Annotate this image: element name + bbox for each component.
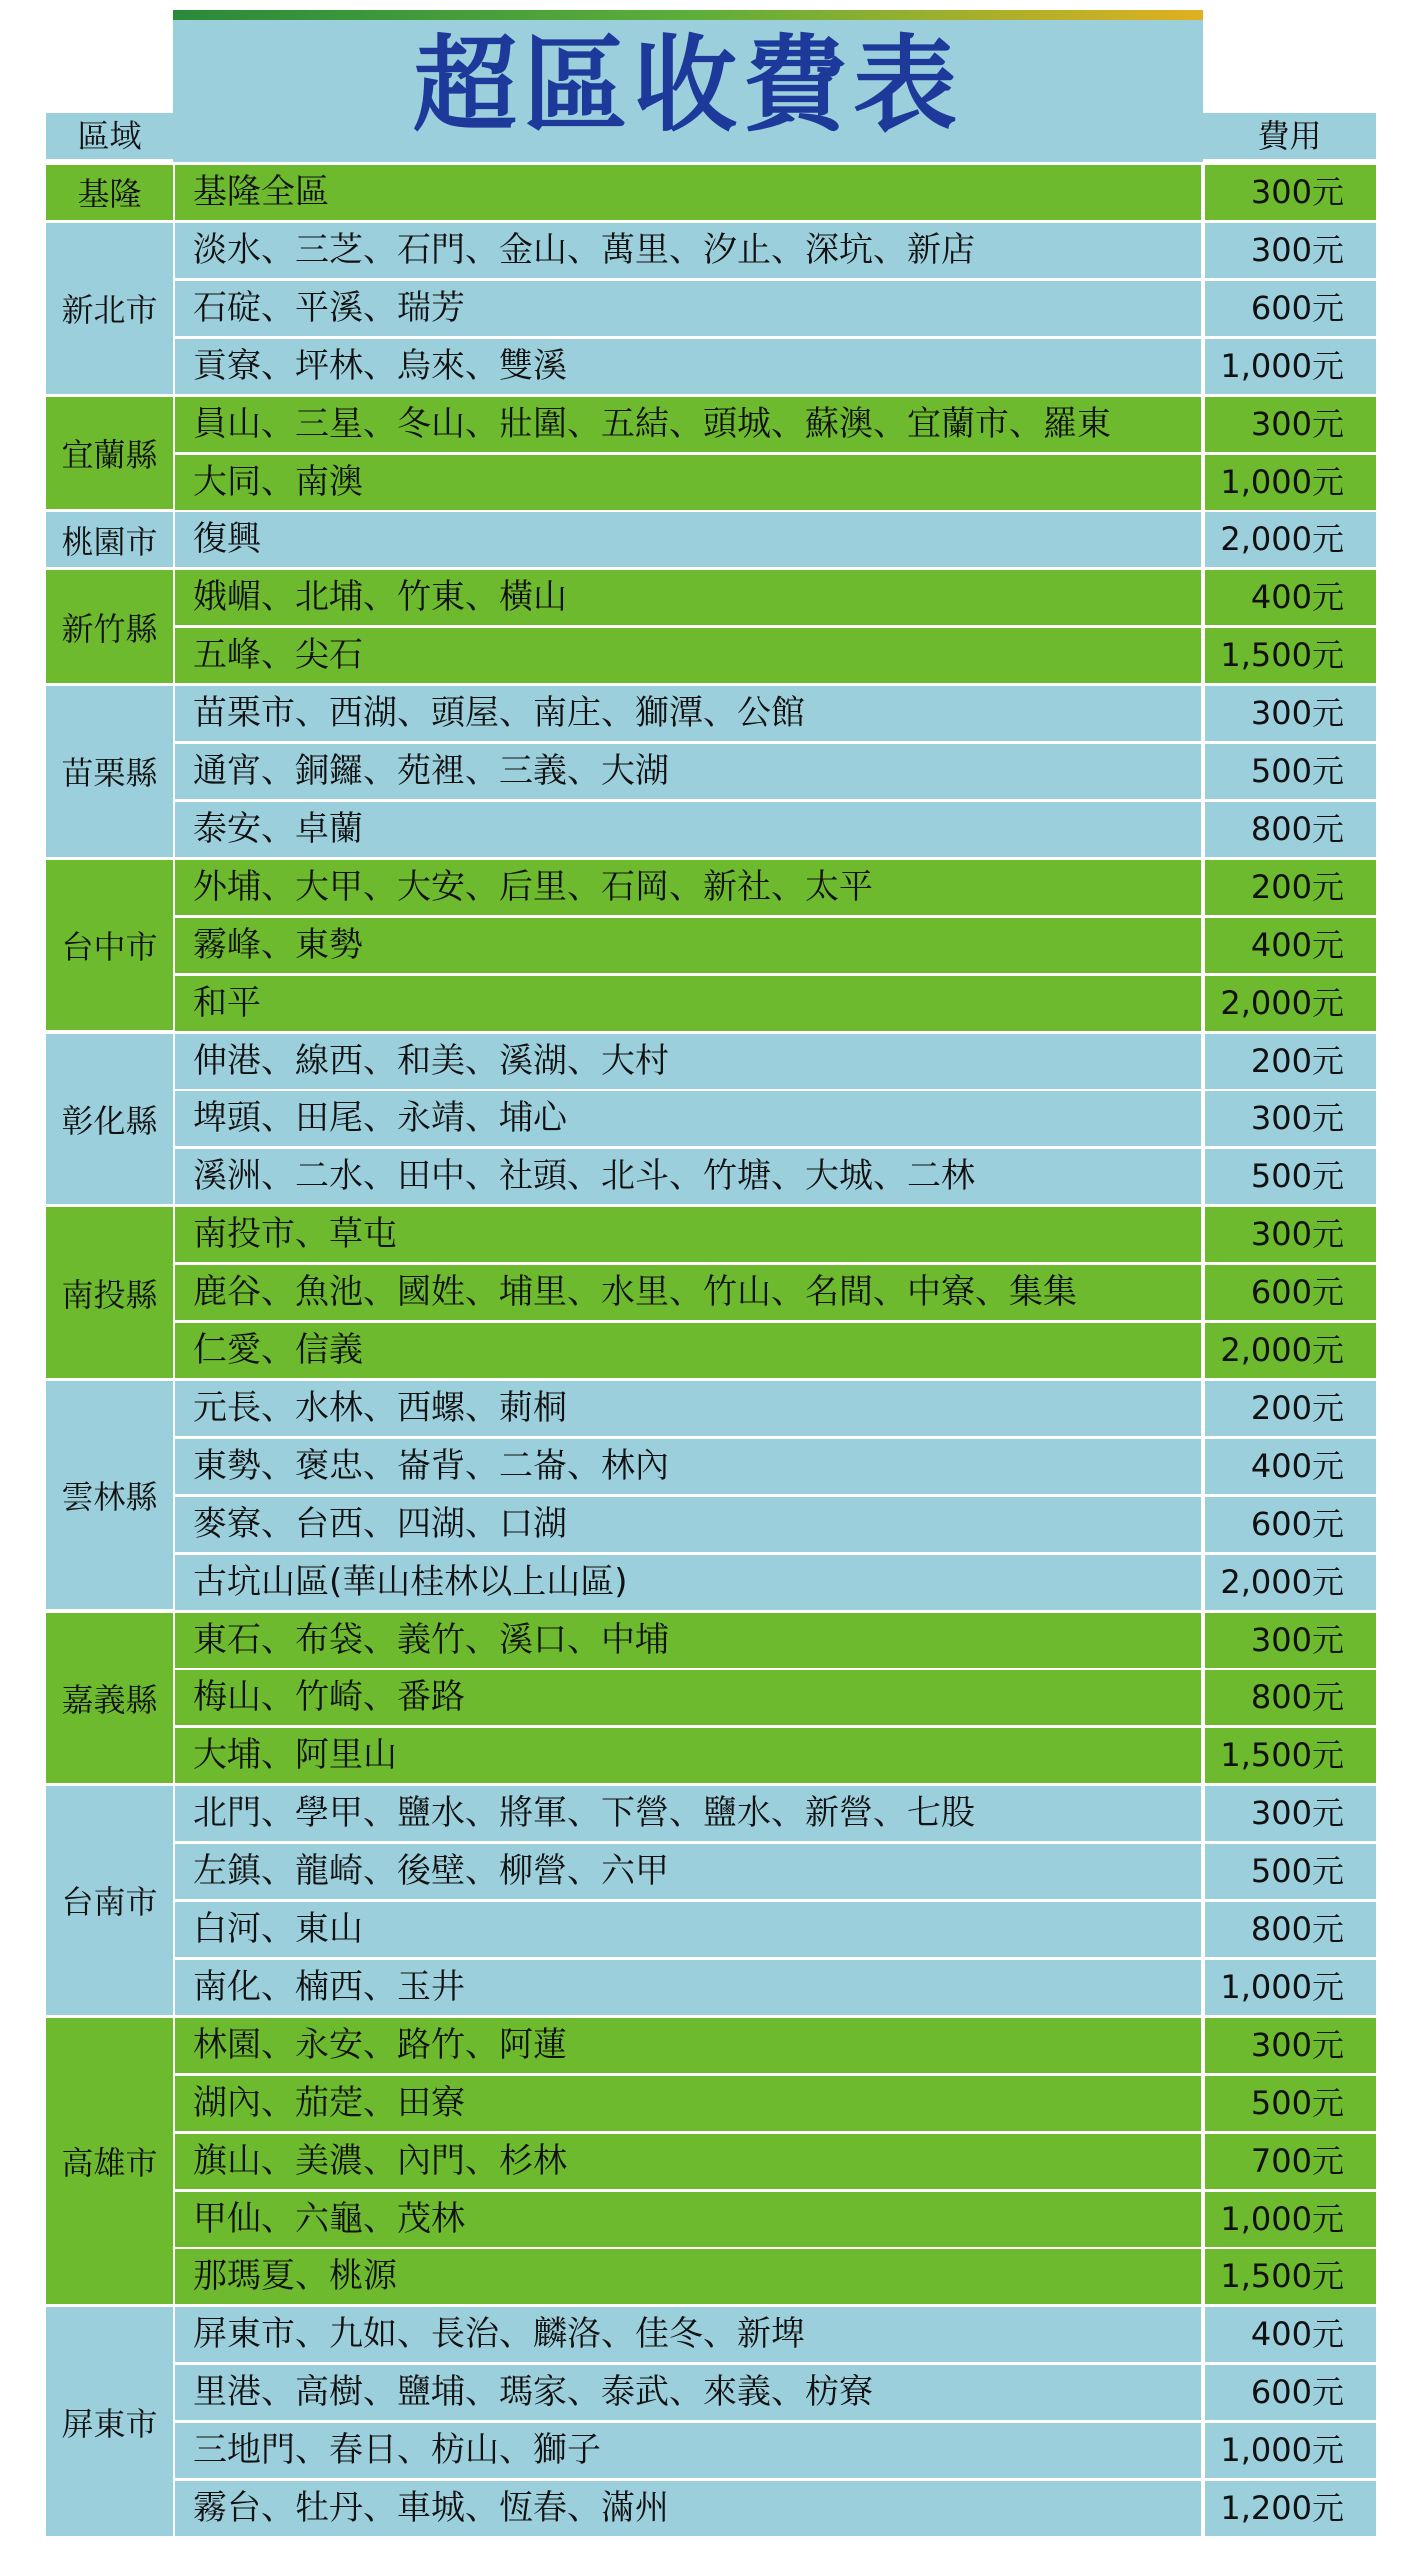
area-cell: 甲仙、六龜、茂林 <box>175 2192 1201 2247</box>
fee-cell: 200元 <box>1205 1034 1376 1089</box>
fee-cell: 700元 <box>1205 2134 1376 2189</box>
area-cell: 麥寮、台西、四湖、口湖 <box>175 1497 1201 1552</box>
fee-cell: 1,000元 <box>1205 2423 1376 2478</box>
table-row <box>0 1034 1423 1092</box>
table-row <box>0 976 1423 1034</box>
fee-cell: 300元 <box>1205 223 1376 278</box>
area-cell: 復興 <box>175 512 1201 567</box>
region-name: 高雄市 <box>46 2018 173 2305</box>
region-name: 雲林縣 <box>46 1381 173 1610</box>
fee-cell: 800元 <box>1205 802 1376 857</box>
table-row <box>0 1265 1423 1323</box>
table-row <box>0 744 1423 802</box>
area-cell: 南化、楠西、玉井 <box>175 1960 1201 2015</box>
area-cell: 貢寮、坪林、烏來、雙溪 <box>175 339 1201 394</box>
area-cell: 那瑪夏、桃源 <box>175 2249 1201 2304</box>
area-cell: 東勢、褒忠、崙背、二崙、林內 <box>175 1439 1201 1494</box>
fee-cell: 500元 <box>1205 1844 1376 1899</box>
fee-cell: 1,500元 <box>1205 2249 1376 2304</box>
header-region: 區域 <box>46 113 173 162</box>
fee-cell: 600元 <box>1205 2365 1376 2420</box>
fee-cell: 1,000元 <box>1205 1960 1376 2015</box>
table-row <box>0 1670 1423 1728</box>
area-cell: 元長、水林、西螺、莿桐 <box>175 1381 1201 1436</box>
table-row <box>0 2192 1423 2250</box>
page-title: 超區收費表 <box>412 24 963 146</box>
region-name: 苗栗縣 <box>46 686 173 857</box>
area-cell: 東石、布袋、義竹、溪口、中埔 <box>175 1613 1201 1668</box>
fee-cell: 300元 <box>1205 165 1376 220</box>
area-cell: 古坑山區(華山桂林以上山區) <box>175 1555 1201 1610</box>
fee-cell: 2,000元 <box>1205 1555 1376 1610</box>
area-cell: 五峰、尖石 <box>175 628 1201 683</box>
fee-cell: 1,500元 <box>1205 628 1376 683</box>
table-row <box>0 512 1423 570</box>
fee-cell: 800元 <box>1205 1670 1376 1725</box>
table-row <box>0 1786 1423 1844</box>
table-row <box>0 2134 1423 2192</box>
table-row <box>0 1728 1423 1786</box>
fee-cell: 400元 <box>1205 2307 1376 2362</box>
table-row <box>0 2365 1423 2423</box>
table-row <box>0 223 1423 281</box>
fee-cell: 600元 <box>1205 1265 1376 1320</box>
table-row <box>0 1381 1423 1439</box>
region-name: 宜蘭縣 <box>46 397 173 510</box>
table-row <box>0 802 1423 860</box>
area-cell: 大埔、阿里山 <box>175 1728 1201 1783</box>
fee-cell: 500元 <box>1205 2076 1376 2131</box>
area-cell: 員山、三星、冬山、壯圍、五結、頭城、蘇澳、宜蘭市、羅東 <box>175 397 1201 452</box>
fee-cell: 2,000元 <box>1205 976 1376 1031</box>
table-row <box>0 1555 1423 1613</box>
area-cell: 泰安、卓蘭 <box>175 802 1201 857</box>
table-row <box>0 397 1423 455</box>
fee-cell: 1,000元 <box>1205 455 1376 510</box>
fee-cell: 500元 <box>1205 744 1376 799</box>
fee-cell: 400元 <box>1205 1439 1376 1494</box>
region-name: 南投縣 <box>46 1207 173 1378</box>
area-cell: 伸港、線西、和美、溪湖、大村 <box>175 1034 1201 1089</box>
table-row <box>0 1149 1423 1207</box>
fee-cell: 600元 <box>1205 281 1376 336</box>
area-cell: 通宵、銅鑼、苑裡、三義、大湖 <box>175 744 1201 799</box>
fee-cell: 800元 <box>1205 1902 1376 1957</box>
area-cell: 霧台、牡丹、車城、恆春、滿州 <box>175 2481 1201 2536</box>
area-cell: 梅山、竹崎、番路 <box>175 1670 1201 1725</box>
area-cell: 里港、高樹、鹽埔、瑪家、泰武、來義、枋寮 <box>175 2365 1201 2420</box>
fee-cell: 1,500元 <box>1205 1728 1376 1783</box>
area-cell: 大同、南澳 <box>175 455 1201 510</box>
region-name: 新北市 <box>46 223 173 394</box>
fee-cell: 300元 <box>1205 1091 1376 1146</box>
table-row <box>0 1091 1423 1149</box>
table-row <box>0 918 1423 976</box>
fee-cell: 300元 <box>1205 1786 1376 1841</box>
fee-cell: 2,000元 <box>1205 512 1376 567</box>
table-row <box>0 686 1423 744</box>
region-name: 台中市 <box>46 860 173 1031</box>
fee-cell: 400元 <box>1205 918 1376 973</box>
table-row <box>0 281 1423 339</box>
table-row <box>0 2307 1423 2365</box>
area-cell: 三地門、春日、枋山、獅子 <box>175 2423 1201 2478</box>
region-name: 屏東市 <box>46 2307 173 2536</box>
fee-cell: 200元 <box>1205 1381 1376 1436</box>
fee-cell: 2,000元 <box>1205 1323 1376 1378</box>
table-row <box>0 1960 1423 2018</box>
area-cell: 和平 <box>175 976 1201 1031</box>
region-name: 基隆 <box>46 165 173 220</box>
fee-cell: 1,000元 <box>1205 2192 1376 2247</box>
header-fee: 費用 <box>1203 113 1376 162</box>
table-row <box>0 455 1423 513</box>
area-cell: 霧峰、東勢 <box>175 918 1201 973</box>
table-row <box>0 1902 1423 1960</box>
fee-cell: 1,000元 <box>1205 339 1376 394</box>
table-row <box>0 1497 1423 1555</box>
area-cell: 屏東市、九如、長治、麟洛、佳冬、新埤 <box>175 2307 1201 2362</box>
region-name: 彰化縣 <box>46 1034 173 1205</box>
fee-cell: 500元 <box>1205 1149 1376 1204</box>
table-row <box>0 2249 1423 2307</box>
table-row <box>0 1323 1423 1381</box>
table-row <box>0 570 1423 628</box>
area-cell: 娥嵋、北埔、竹東、橫山 <box>175 570 1201 625</box>
table-row <box>0 339 1423 397</box>
area-cell: 基隆全區 <box>175 165 1201 220</box>
fee-cell: 1,200元 <box>1205 2481 1376 2536</box>
fee-cell: 400元 <box>1205 570 1376 625</box>
area-cell: 埤頭、田尾、永靖、埔心 <box>175 1091 1201 1146</box>
title-accent-bar <box>173 10 1203 20</box>
area-cell: 湖內、茄萣、田寮 <box>175 2076 1201 2131</box>
table-row <box>0 2018 1423 2076</box>
region-name: 嘉義縣 <box>46 1613 173 1784</box>
table-row <box>0 628 1423 686</box>
fee-cell: 300元 <box>1205 1613 1376 1668</box>
fee-cell: 200元 <box>1205 860 1376 915</box>
area-cell: 淡水、三芝、石門、金山、萬里、汐止、深坑、新店 <box>175 223 1201 278</box>
region-name: 台南市 <box>46 1786 173 2015</box>
area-cell: 溪洲、二水、田中、社頭、北斗、竹塘、大城、二林 <box>175 1149 1201 1204</box>
table-row <box>0 165 1423 223</box>
area-cell: 左鎮、龍崎、後壁、柳營、六甲 <box>175 1844 1201 1899</box>
table-row <box>0 2481 1423 2539</box>
area-cell: 北門、學甲、鹽水、將軍、下營、鹽水、新營、七股 <box>175 1786 1201 1841</box>
fee-cell: 300元 <box>1205 397 1376 452</box>
fee-cell: 300元 <box>1205 2018 1376 2073</box>
area-cell: 林園、永安、路竹、阿蓮 <box>175 2018 1201 2073</box>
area-cell: 白河、東山 <box>175 1902 1201 1957</box>
area-cell: 仁愛、信義 <box>175 1323 1201 1378</box>
region-name: 桃園市 <box>46 512 173 567</box>
table-row <box>0 1844 1423 1902</box>
fee-cell: 600元 <box>1205 1497 1376 1552</box>
table-row <box>0 2076 1423 2134</box>
area-cell: 鹿谷、魚池、國姓、埔里、水里、竹山、名間、中寮、集集 <box>175 1265 1201 1320</box>
table-row <box>0 1439 1423 1497</box>
fee-cell: 300元 <box>1205 1207 1376 1262</box>
table-row <box>0 860 1423 918</box>
table-row <box>0 2423 1423 2481</box>
fee-cell: 300元 <box>1205 686 1376 741</box>
table-row <box>0 1613 1423 1671</box>
area-cell: 苗栗市、西湖、頭屋、南庄、獅潭、公館 <box>175 686 1201 741</box>
region-name: 新竹縣 <box>46 570 173 683</box>
area-cell: 旗山、美濃、內門、杉林 <box>175 2134 1201 2189</box>
area-cell: 外埔、大甲、大安、后里、石岡、新社、太平 <box>175 860 1201 915</box>
area-cell: 南投市、草屯 <box>175 1207 1201 1262</box>
area-cell: 石碇、平溪、瑞芳 <box>175 281 1201 336</box>
table-row <box>0 1207 1423 1265</box>
